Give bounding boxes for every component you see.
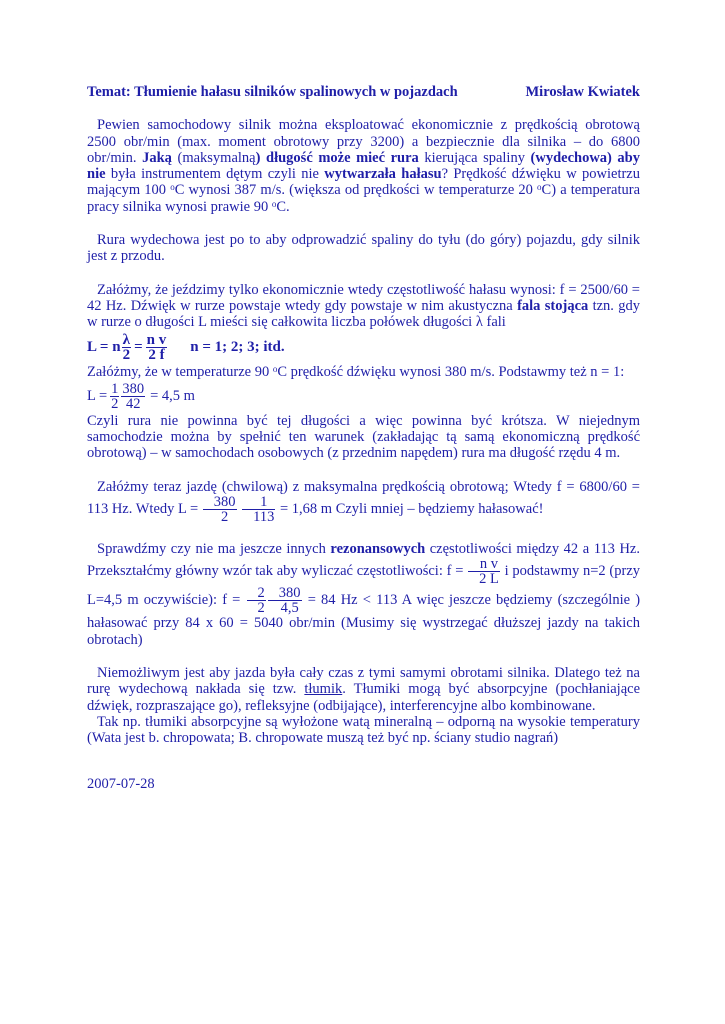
paragraph-exhaust-purpose: Rura wydechowa jest po to aby odprowadzić spaliny do tyłu (do góry) pojazdu, gdy silnik jest z przodu.: [87, 232, 640, 265]
paragraph-max-speed: Załóżmy teraz jazdę (chwilową) z maksymalna prędkością obrotową; Wtedy f = 6800/60 = 113 Hz. Wtedy L = $\frac{380}{2}$ $\frac{1}{113}$ = 1,68 m Czyli mniej – będziemy hałasować!: [87, 478, 640, 526]
author-name: Mirosław Kwiatek: [525, 84, 640, 100]
document-title: Temat: Tłumienie hałasu silników spalinowych w pojazdach: [87, 84, 458, 100]
paragraph-temperature: Załóżmy, że w temperaturze 90 $^o$C prędkość dźwięku wynosi 380 m/s. Podstawmy też n = 1:: [87, 363, 625, 380]
paragraph-mufflers: Niemożliwym jest aby jazda była cały czas z tymi samymi obrotami silnika. Dlatego też na rurę wydechową nakłada się tzw. tłumik. Tłumiki mogą być absorpcyjne (pochłaniające dźwięk, rozpraszające go), refleksyjne (odbijające), interferencyjne albo kombinowane.: [87, 664, 641, 714]
paragraph-resonance: Sprawdźmy czy nie ma jeszcze innych rezonansowych częstotliwości między 42 a 113 Hz. Przekształćmy główny wzór tak aby wyliczać częstotliwości: f = $\frac{\text{n v}}{2 L}$ i podstawmy n=2 (przy L=4,5 m oczywiście): f = $\frac{2}{2}$ $\frac{380}{4,5}$ = 84 Hz < 113 A więc jeszcze będziemy (szczególnie ) hałasować przy 84 x 60 = 5040 obr/min (Musimy się wystrzegać dłuższej jazdy na takich obrotach): [87, 541, 641, 648]
paragraph-absorption: Tak np. tłumiki absorpcyjne są wyłożone watą mineralną – odporną na wysokie temperatury (Wata jest b. chropowata; B. chropowate muszą też być np. ściany studio nagrań): [87, 713, 640, 747]
paragraph-intro: Pewien samochodowy silnik można eksploatować ekonomicznie z prędkością obrotową 2500 obr/min (max. moment obrotowy przy 3200) a bezpiecznie dla silnika – do 6800 obr/min. Jaką (maksymalną) długość może mieć rura kierująca spaliny (wydechowa) aby nie była instrumentem dętym czyli nie wytwarzała hałasu? Prędkość dźwięku w powietrzu mającym 100 $^o$C wynosi 387 m/s. (większa od prędkości w temperaturze 20 $^o$C) a temperatura pracy silnika wynosi prawie 90 $^o$C.: [87, 117, 641, 215]
paragraph-standing-wave: Załóżmy, że jeździmy tylko ekonomicznie wtedy częstotliwość hałasu wynosi: f = 2500/60 = 42 Hz. Dźwięk w rurze powstaje wtedy gdy powstaje w nim akustyczna fala stojąca tzn. gdy w rurze o długości L mieści się całkowita liczba połówek długości λ fali: [87, 281, 641, 331]
document-page: [87, 84, 640, 793]
formula-length: L = n $\frac{\lambda}{2}$ = $\frac{\text{n v}}{2 f}$ n = 1; 2; 3; itd.: [87, 331, 285, 363]
paragraph-shorter-pipe: Czyli rura nie powinna być tej długości a więc powinna być krótsza. W niejednym samochodzie można by spełnić ten warunek (zakładając tą samą ekonomiczną prędkość obrotową) – w samochodach osobowych (z przednim napędem) rura ma długość rzędu 4 m.: [87, 412, 640, 462]
document-header: [87, 84, 640, 100]
formula-length-result: L = $\frac{1}{2}$ $\frac{380}{42}$ = 4,5 m: [87, 380, 195, 412]
document-date: 2007-07-28: [87, 776, 155, 793]
